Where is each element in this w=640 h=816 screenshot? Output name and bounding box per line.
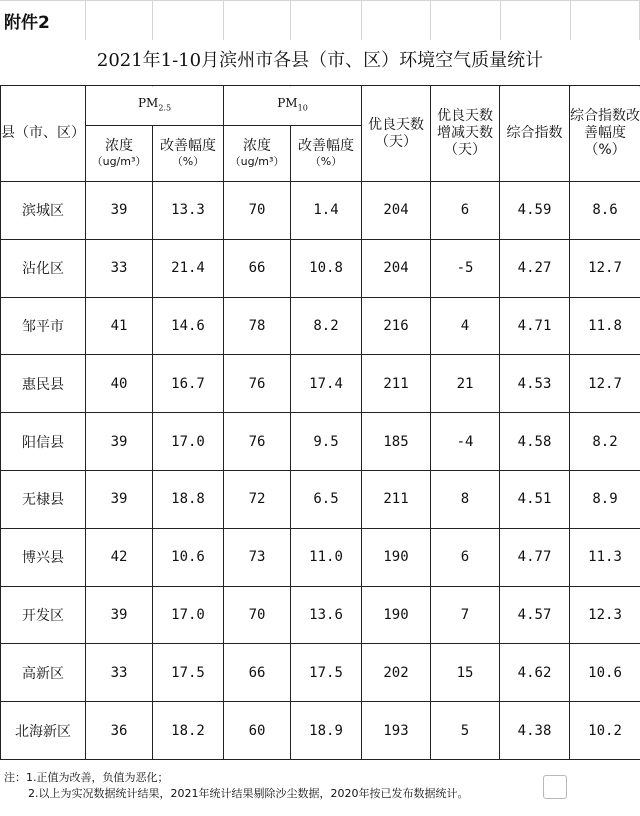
cell-pm25-conc: 33 <box>86 644 153 702</box>
cell-index: 4.27 <box>500 239 570 297</box>
cell-index-imp: 8.2 <box>570 413 640 471</box>
cell-pm25-conc: 39 <box>86 413 153 471</box>
cell-good-days: 211 <box>362 355 431 413</box>
cell-index-imp: 10.6 <box>570 644 640 702</box>
cell-index: 4.38 <box>500 702 570 760</box>
cell-index-imp: 8.9 <box>570 470 640 528</box>
cell-index-imp: 12.7 <box>570 239 640 297</box>
cell-index: 4.58 <box>500 413 570 471</box>
table-row <box>1 586 640 644</box>
header-pm25: $PM_{2.5}$ <box>86 86 224 126</box>
footnote-line-1: 注：1.正值为改善，负值为恶化； <box>4 771 169 784</box>
cell-pm25-conc: 39 <box>86 182 153 240</box>
annex-label: 附件2 <box>4 8 52 33</box>
cell-index-imp: 12.3 <box>570 586 640 644</box>
table-title: 2021年1-10月滨州市各县（市、区）环境空气质量统计 <box>0 46 640 72</box>
county-name-cell: 博兴县 <box>1 528 86 586</box>
header-county: 县（市、区） <box>1 86 86 182</box>
county-name-cell: 滨城区 <box>1 182 86 240</box>
watermark-logo <box>543 775 567 799</box>
cell-index-imp: 12.7 <box>570 355 640 413</box>
cell-change: 5 <box>431 702 500 760</box>
county-name-cell: 阳信县 <box>1 413 86 471</box>
cell-index: 4.57 <box>500 586 570 644</box>
cell-pm25-imp: 13.3 <box>153 182 224 240</box>
cell-pm10-conc: 70 <box>224 182 291 240</box>
air-quality-table <box>0 85 640 760</box>
county-name-cell: 高新区 <box>1 644 86 702</box>
cell-change: -4 <box>431 413 500 471</box>
county-name-cell: 惠民县 <box>1 355 86 413</box>
header-pm10-concentration: 浓度 （ug/m³） <box>224 126 291 182</box>
cell-index: 4.71 <box>500 297 570 355</box>
cell-pm25-imp: 10.6 <box>153 528 224 586</box>
cell-good-days: 190 <box>362 586 431 644</box>
table-row <box>1 702 640 760</box>
cell-index-imp: 8.6 <box>570 182 640 240</box>
cell-pm25-imp: 14.6 <box>153 297 224 355</box>
footnote <box>4 770 468 802</box>
cell-pm25-imp: 16.7 <box>153 355 224 413</box>
cell-pm10-conc: 78 <box>224 297 291 355</box>
cell-change: 6 <box>431 182 500 240</box>
cell-pm10-conc: 73 <box>224 528 291 586</box>
cell-good-days: 211 <box>362 470 431 528</box>
cell-pm10-imp: 6.5 <box>291 470 362 528</box>
cell-pm25-conc: 40 <box>86 355 153 413</box>
cell-pm25-imp: 17.0 <box>153 413 224 471</box>
cell-pm10-imp: 18.9 <box>291 702 362 760</box>
table-row <box>1 297 640 355</box>
table-row <box>1 239 640 297</box>
cell-pm25-imp: 21.4 <box>153 239 224 297</box>
county-name-cell: 无棣县 <box>1 470 86 528</box>
cell-pm25-imp: 18.8 <box>153 470 224 528</box>
cell-pm10-conc: 76 <box>224 413 291 471</box>
cell-pm25-imp: 18.2 <box>153 702 224 760</box>
header-good-days-change: 优良天数增减天数（天） <box>431 86 500 182</box>
header-composite-improvement: 综合指数改善幅度（%） <box>570 86 640 182</box>
cell-change: 8 <box>431 470 500 528</box>
footnote-line-2: 2.以上为实况数据统计结果，2021年统计结果剔除沙尘数据，2020年按已发布数据统计。 <box>28 787 469 800</box>
cell-good-days: 204 <box>362 182 431 240</box>
cell-good-days: 204 <box>362 239 431 297</box>
cell-pm10-conc: 76 <box>224 355 291 413</box>
cell-pm25-conc: 39 <box>86 470 153 528</box>
cell-index-imp: 10.2 <box>570 702 640 760</box>
cell-pm25-conc: 33 <box>86 239 153 297</box>
cell-good-days: 190 <box>362 528 431 586</box>
cell-pm25-imp: 17.0 <box>153 586 224 644</box>
cell-pm10-conc: 72 <box>224 470 291 528</box>
header-good-days: 优良天数（天） <box>362 86 431 182</box>
cell-pm10-imp: 10.8 <box>291 239 362 297</box>
cell-pm25-conc: 42 <box>86 528 153 586</box>
county-name-cell: 邹平市 <box>1 297 86 355</box>
header-pm25-improvement: 改善幅度 （%） <box>153 126 224 182</box>
cell-good-days: 185 <box>362 413 431 471</box>
cell-pm10-imp: 17.5 <box>291 644 362 702</box>
header-pm25-concentration: 浓度 （ug/m³） <box>86 126 153 182</box>
table-row <box>1 470 640 528</box>
cell-pm25-conc: 39 <box>86 586 153 644</box>
county-name-cell: 北海新区 <box>1 702 86 760</box>
cell-pm10-imp: 17.4 <box>291 355 362 413</box>
cell-good-days: 202 <box>362 644 431 702</box>
header-composite-index: 综合指数 <box>500 86 570 182</box>
county-name-cell: 沾化区 <box>1 239 86 297</box>
cell-pm10-conc: 60 <box>224 702 291 760</box>
cell-change: -5 <box>431 239 500 297</box>
cell-good-days: 193 <box>362 702 431 760</box>
cell-index: 4.77 <box>500 528 570 586</box>
cell-pm25-conc: 41 <box>86 297 153 355</box>
cell-good-days: 216 <box>362 297 431 355</box>
cell-pm10-imp: 13.6 <box>291 586 362 644</box>
table-row <box>1 644 640 702</box>
county-name-cell: 开发区 <box>1 586 86 644</box>
cell-change: 7 <box>431 586 500 644</box>
cell-change: 6 <box>431 528 500 586</box>
cell-pm10-conc: 66 <box>224 644 291 702</box>
cell-index: 4.62 <box>500 644 570 702</box>
table-row <box>1 355 640 413</box>
cell-index: 4.59 <box>500 182 570 240</box>
table-row <box>1 182 640 240</box>
table-row <box>1 413 640 471</box>
cell-pm10-conc: 70 <box>224 586 291 644</box>
header-pm10: $PM_{10}$ <box>224 86 362 126</box>
cell-index: 4.51 <box>500 470 570 528</box>
cell-pm25-imp: 17.5 <box>153 644 224 702</box>
cell-index-imp: 11.3 <box>570 528 640 586</box>
cell-pm25-conc: 36 <box>86 702 153 760</box>
cell-change: 21 <box>431 355 500 413</box>
cell-pm10-imp: 9.5 <box>291 413 362 471</box>
cell-change: 4 <box>431 297 500 355</box>
header-pm10-improvement: 改善幅度 （%） <box>291 126 362 182</box>
cell-pm10-imp: 1.4 <box>291 182 362 240</box>
table-row <box>1 528 640 586</box>
cell-pm10-imp: 11.0 <box>291 528 362 586</box>
cell-index-imp: 11.8 <box>570 297 640 355</box>
cell-change: 15 <box>431 644 500 702</box>
cell-pm10-imp: 8.2 <box>291 297 362 355</box>
cell-pm10-conc: 66 <box>224 239 291 297</box>
table-body <box>1 182 640 760</box>
cell-index: 4.53 <box>500 355 570 413</box>
